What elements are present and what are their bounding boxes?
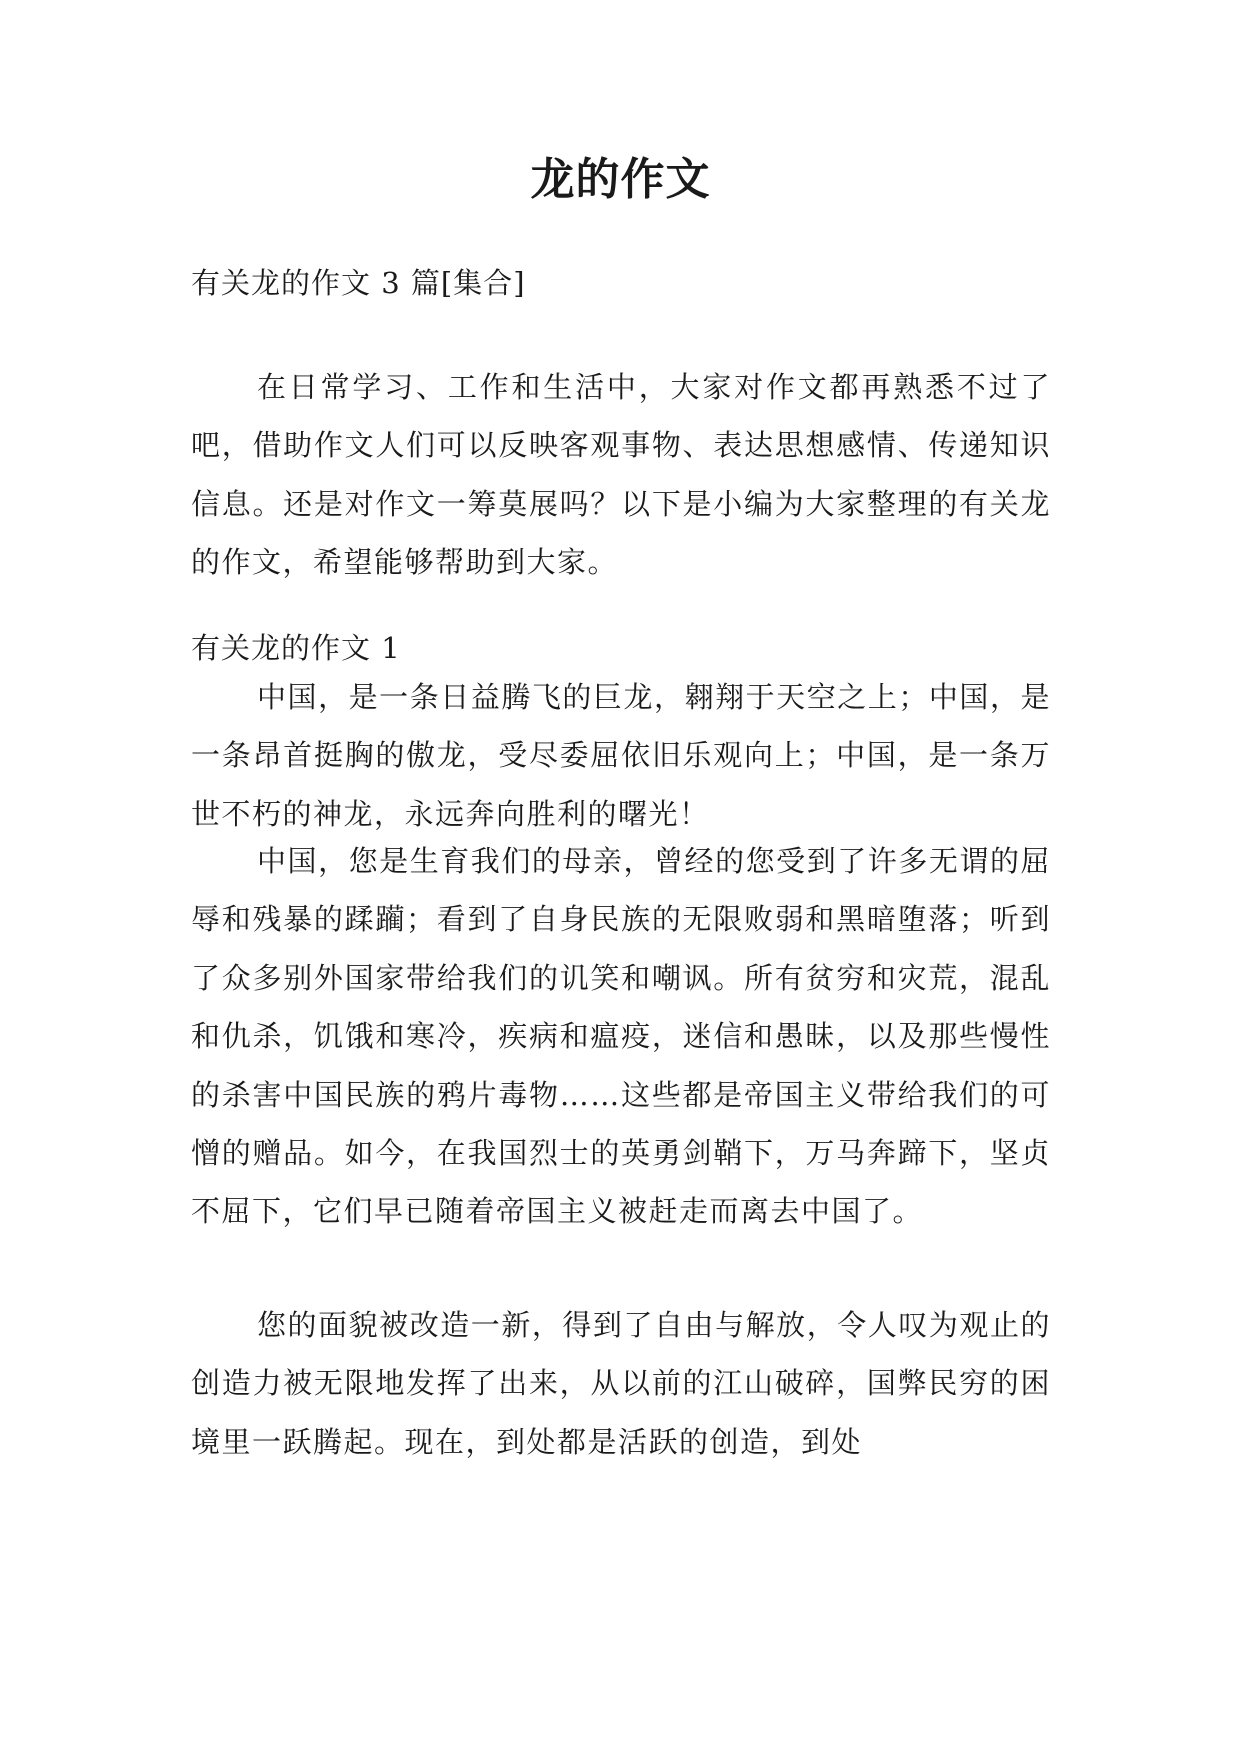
body-paragraph-1: 中国，是一条日益腾飞的巨龙，翱翔于天空之上；中国，是一条昂首挺胸的傲龙，受尽委屈依旧乐观向上；中国，是一条万世不朽的神龙，永远奔向胜利的曙光！ [191, 680, 1051, 831]
section-heading: 有关龙的作文 1 [191, 631, 401, 665]
document-title: 龙的作文 [530, 154, 711, 205]
body-paragraph-2: 中国，您是生育我们的母亲，曾经的您受到了许多无谓的屈辱和残暴的蹂躏；看到了自身民族的无限败弱和黑暗堕落；听到了众多别外国家带给我们的讥笑和嘲讽。所有贫穷和灾荒，混乱和仇杀，饥饿和寒冷，疾病和瘟疫，迷信和愚昧，以及那些慢性的杀害中国民族的鸦片毒物……这些都是帝国主义带给我们的可憎的赠品。如今，在我国烈士的英勇剑鞘下，万马奔蹄下，坚贞不屈下，它们早已随着帝国主义被赶走而离去中国了。 [191, 844, 1051, 1229]
intro-paragraph: 在日常学习、工作和生活中，大家对作文都再熟悉不过了吧，借助作文人们可以反映客观事物、表达思想感情、传递知识信息。还是对作文一筹莫展吗？以下是小编为大家整理的有关龙的作文，希望能够帮助到大家。 [191, 370, 1051, 580]
body-paragraph-3: 您的面貌被改造一新，得到了自由与解放，令人叹为观止的创造力被无限地发挥了出来，从以前的江山破碎，国弊民穷的困境里一跃腾起。现在，到处都是活跃的创造，到处 [191, 1308, 1051, 1459]
document-subtitle: 有关龙的作文 3 篇[集合] [191, 266, 526, 300]
